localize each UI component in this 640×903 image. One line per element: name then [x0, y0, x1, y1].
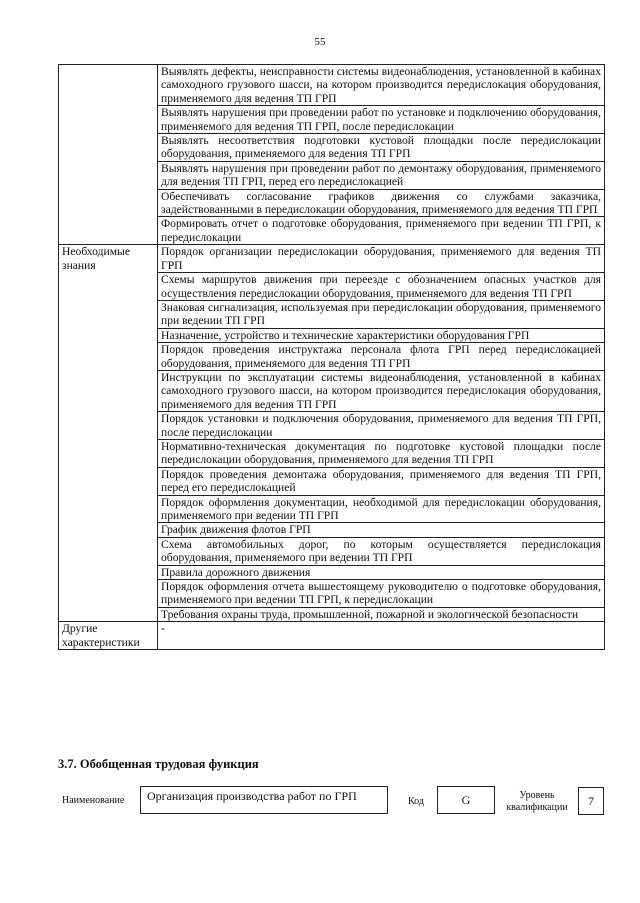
- knowledge-cell: Назначение, устройство и технические характеристики оборудования ГРП: [158, 328, 605, 342]
- knowledge-cell: Порядок проведения инструктажа персонала флота ГРП перед передислокацией оборудования, применяемого для ведения ТП ГРП: [158, 343, 605, 371]
- knowledge-cell: Знаковая сигнализация, используемая при передислокации оборудования, применяемого при ведении ТП ГРП: [158, 300, 605, 328]
- skill-cell: Выявлять нарушения при проведении работ по демонтажу оборудования, применяемого для ведения ТП ГРП, перед его передислокацией: [158, 161, 605, 189]
- table-row: [59, 622, 605, 650]
- skill-cell: Обеспечивать согласование графиков движения со службами заказчика, задействованными в передислокации оборудования, применяемого для ведения ТП ГРП: [158, 189, 605, 217]
- table-row: [59, 245, 605, 273]
- naming-label: Наименование: [62, 795, 125, 806]
- row-label: Необходимые знания: [59, 245, 158, 622]
- skill-cell: Формировать отчет о подготовке оборудования, применяемого при ведении ТП ГРП, к передислокации: [158, 217, 605, 245]
- skill-cell: Выявлять несоответствия подготовки кустовой площадки после передислокации оборудования, применяемого для ведения ТП ГРП: [158, 134, 605, 162]
- naming-value-box: [140, 786, 388, 814]
- requirements-table: [58, 64, 605, 650]
- knowledge-cell: Требования охраны труда, промышленной, пожарной и экологической безопасности: [158, 607, 605, 621]
- code-value-box: [437, 786, 495, 814]
- code-label: Код: [408, 796, 424, 807]
- skill-cell: Выявлять нарушения при проведении работ по установке и подключению оборудования, применяемого для ведения ТП ГРП, после передислокации: [158, 106, 605, 134]
- row-label: Другие характеристики: [59, 622, 158, 650]
- knowledge-cell: Правила дорожного движения: [158, 565, 605, 579]
- knowledge-cell: Порядок организации передислокации оборудования, применяемого для ведения ТП ГРП: [158, 245, 605, 273]
- knowledge-cell: Порядок оформления отчета вышестоящему руководителю о подготовке оборудования, применяемого при ведении ТП ГРП, к передислокации: [158, 580, 605, 608]
- row-label: [59, 65, 158, 245]
- knowledge-cell: Инструкции по эксплуатации системы видеонаблюдения, установленной в кабинах самоходного грузового шасси, на котором производится передислокация оборудования, применяемого для ведения ТП ГРП: [158, 370, 605, 411]
- knowledge-cell: Порядок проведения демонтажа оборудования, применяемого для ведения ТП ГРП, перед его передислокацией: [158, 467, 605, 495]
- requirements-table-body: [59, 65, 605, 650]
- page-number: 55: [314, 36, 326, 48]
- table-row: [59, 65, 605, 106]
- level-value-box: [578, 787, 604, 815]
- level-value: 7: [588, 794, 594, 808]
- naming-value: Организация производства работ по ГРП: [147, 789, 357, 803]
- knowledge-cell: Нормативно-техническая документация по подготовке кустовой площадки после передислокации оборудования, применяемого для ведения ТП ГРП: [158, 439, 605, 467]
- knowledge-cell: График движения флотов ГРП: [158, 523, 605, 537]
- code-value: G: [461, 793, 471, 807]
- section-heading: 3.7. Обобщенная трудовая функция: [58, 757, 259, 771]
- skill-cell: Выявлять дефекты, неисправности системы видеонаблюдения, установленной в кабинах самоходного грузового шасси, на котором производится передислокация оборудования, применяемого для ведения ТП ГРП: [158, 65, 605, 106]
- other-cell: -: [158, 622, 605, 650]
- knowledge-cell: Порядок оформления документации, необходимой для передислокации оборудования, применяемого при ведении ТП ГРП: [158, 495, 605, 523]
- knowledge-cell: Порядок установки и подключения оборудования, применяемого для ведения ТП ГРП, после передислокации: [158, 412, 605, 440]
- level-label: Уровень квалификации: [506, 790, 568, 813]
- knowledge-cell: Схемы маршрутов движения при переезде с обозначением опасных участков для осуществления передислокации оборудования, применяемого для ведения ТП ГРП: [158, 273, 605, 301]
- knowledge-cell: Схема автомобильных дорог, по которым осуществляется передислокация оборудования, применяемого при ведении ТП ГРП: [158, 537, 605, 565]
